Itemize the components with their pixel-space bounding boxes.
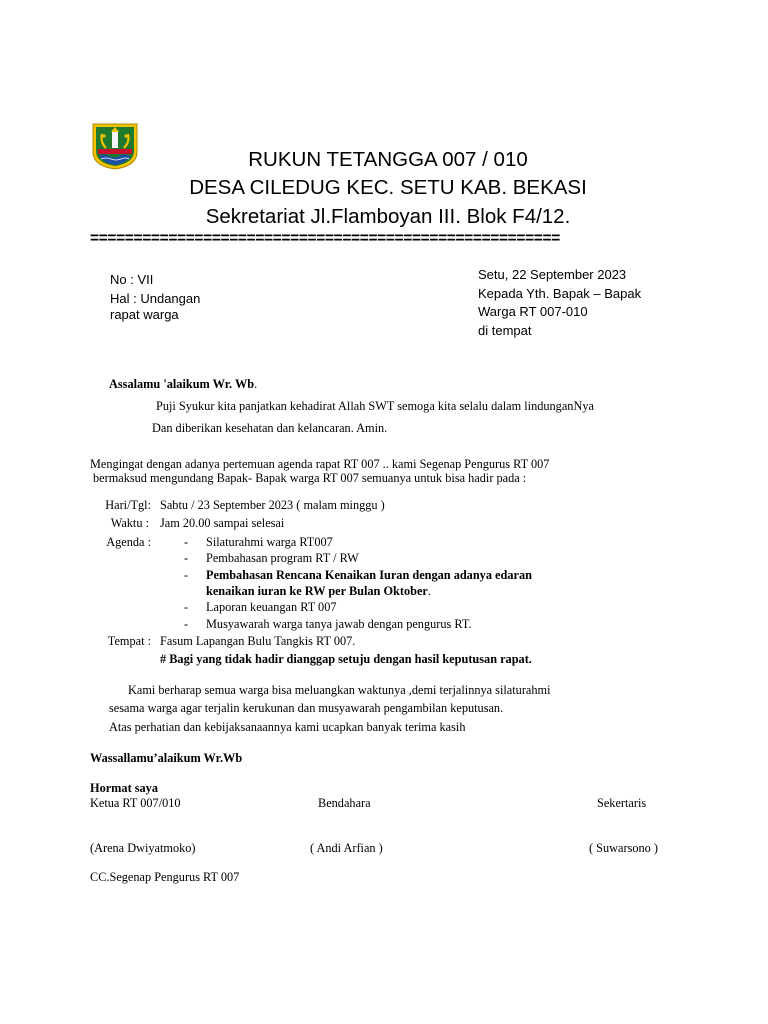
intro-line1: Mengingat dengan adanya pertemuan agenda rapat RT 007 .. kami Segenap Pengurus RT 007 — [90, 457, 550, 471]
greeting: Assalamu 'alaikum Wr. Wb. — [109, 377, 258, 391]
opening-line1: Puji Syukur kita panjatkan kehadirat Allah SWT semoga kita selalu dalam lindunganNya — [156, 399, 594, 413]
agenda-label: Agenda : — [106, 535, 151, 549]
agenda-item: Silaturahmi warga RT007 — [206, 535, 333, 549]
agenda-item: Musyawarah warga tanya jawab dengan pengurus RT. — [206, 617, 472, 631]
treasurer-title: Bendahara — [318, 796, 371, 810]
place-value: Fasum Lapangan Bulu Tangkis RT 007. — [160, 634, 356, 648]
header-divider: ====================================================== — [90, 230, 560, 247]
secretary-title: Sekertaris — [597, 796, 647, 810]
letter-date: Setu, 22 September 2023 — [478, 267, 627, 282]
chair-title: Ketua RT 007/010 — [90, 796, 181, 810]
regards: Hormat saya — [90, 781, 158, 795]
agenda-bullet: - — [183, 535, 189, 549]
time-label: Waktu : — [110, 516, 149, 530]
recipient-line3: di tempat — [478, 323, 532, 338]
letter-subject: Hal : Undangan — [110, 291, 201, 306]
time-value: Jam 20.00 sampai selesai — [160, 516, 285, 530]
farewell: Wassallamu’alaikum Wr.Wb — [90, 751, 243, 765]
org-address: DESA CILEDUG KEC. SETU KAB. BEKASI — [189, 176, 587, 199]
recipient-line2: Warga RT 007-010 — [478, 304, 588, 319]
day-label: Hari/Tgl: — [105, 498, 151, 512]
letter-subject-cont: rapat warga — [110, 307, 179, 322]
day-value: Sabtu / 23 September 2023 ( malam minggu ) — [160, 498, 385, 512]
agenda-item: Pembahasan Rencana Kenaikan Iuran dengan adanya edaran — [206, 568, 532, 582]
chair-name: (Arena Dwiyatmoko) — [90, 841, 196, 855]
closing-line3: Atas perhatian dan kebijaksanaannya kami ucapkan banyak terima kasih — [109, 720, 466, 734]
place-label: Tempat : — [107, 634, 151, 648]
opening-line2: Dan diberikan kesehatan dan kelancaran. Amin. — [152, 421, 388, 435]
agenda-bullet: - — [183, 551, 189, 565]
letter-number: No : VII — [110, 272, 154, 287]
intro-line2: bermaksud mengundang Bapak- Bapak warga RT 007 semuanya untuk bisa hadir pada : — [93, 471, 527, 485]
closing-line1: Kami berharap semua warga bisa meluangkan waktunya ,demi terjalinnya silaturahmi — [128, 683, 551, 697]
secretary-name: ( Suwarsono ) — [589, 841, 658, 855]
carbon-copy: CC.Segenap Pengurus RT 007 — [90, 870, 240, 884]
agenda-item-cont: kenaikan iuran ke RW per Bulan Oktober. — [206, 584, 431, 598]
agenda-bullet: - — [183, 617, 189, 631]
secretariat-address: Sekretariat Jl.Flamboyan III. Blok F4/12. — [205, 205, 571, 228]
agenda-item: Pembahasan program RT / RW — [206, 551, 359, 565]
recipient-line1: Kepada Yth. Bapak – Bapak — [478, 286, 642, 301]
agenda-bullet: - — [183, 568, 189, 582]
treasurer-name: ( Andi Arfian ) — [310, 841, 383, 855]
closing-line2: sesama warga agar terjalin kerukunan dan musyawarah pengambilan keputusan. — [109, 701, 504, 715]
org-name: RUKUN TETANGGA 007 / 010 — [248, 148, 528, 171]
attendance-note: # Bagi yang tidak hadir dianggap setuju dengan hasil keputusan rapat. — [160, 652, 532, 666]
agenda-item: Laporan keuangan RT 007 — [206, 600, 337, 614]
agenda-bullet: - — [183, 600, 189, 614]
